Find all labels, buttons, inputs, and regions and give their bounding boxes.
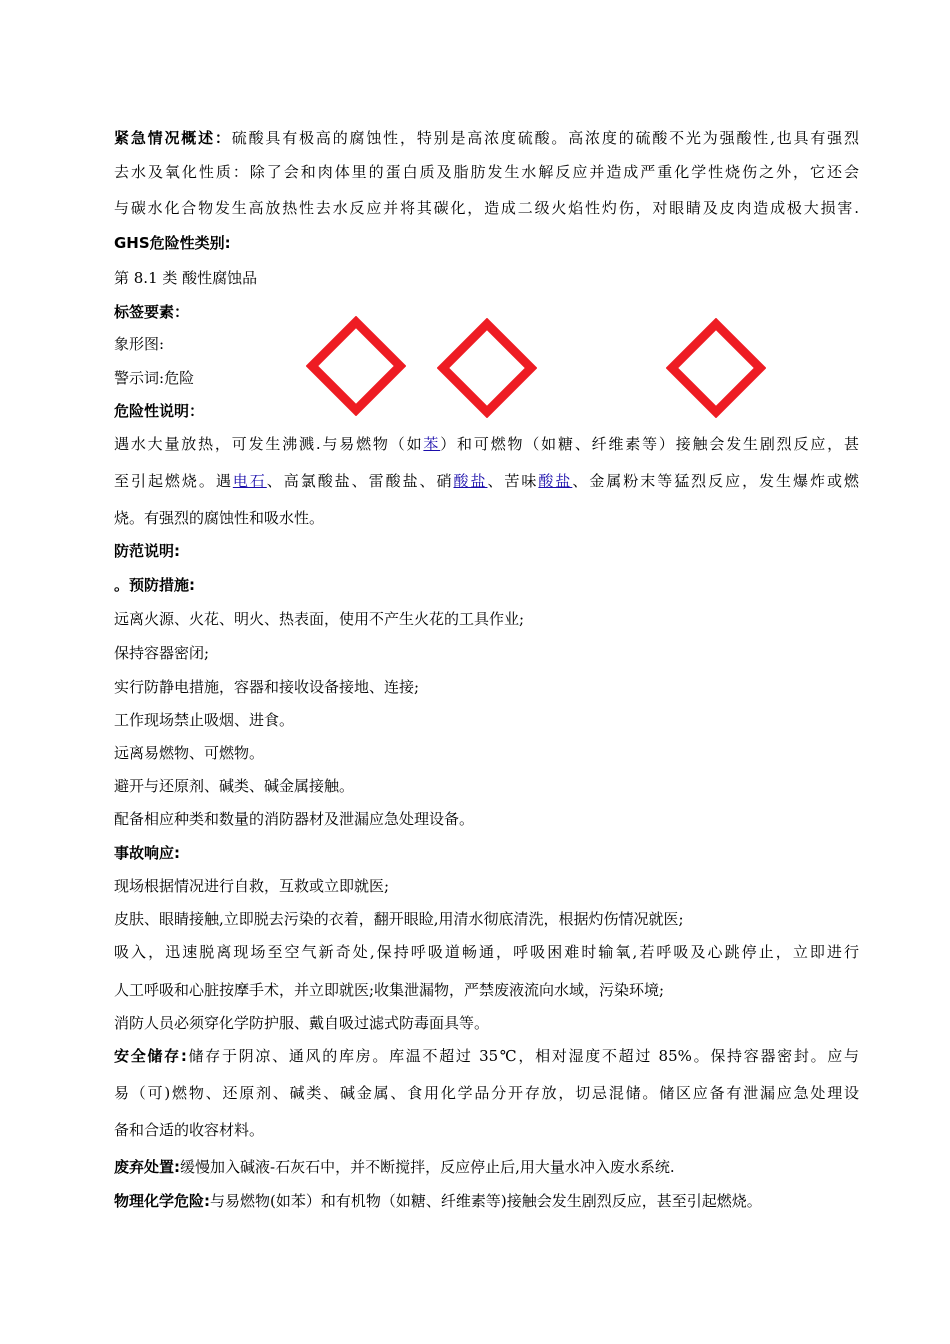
pictogram-label: 象形图: <box>114 335 165 353</box>
precaution-heading: 防范说明: <box>114 542 180 560</box>
ghs-diamond-icon <box>666 318 766 418</box>
response-line: 现场根据情况进行自救，互救或立即就医; <box>114 877 390 895</box>
storage-line-3: 备和合适的收容材料。 <box>114 1121 265 1139</box>
signal-word: 危险 <box>164 369 195 387</box>
prevention-item: 配备相应种类和数量的消防器材及泄漏应急处理设备。 <box>114 810 475 828</box>
link-picrate[interactable]: 酸盐 <box>538 472 573 490</box>
hazard-text: 、金属粉末等猛烈反应，发生爆炸或燃 <box>572 472 859 490</box>
signal-label: 警示词: <box>114 369 165 387</box>
storage-line-2: 易（可)燃物、还原剂、碱类、碱金属、食用化学品分开存放，切忌混储。储区应备有泄漏应急处理设 <box>114 1084 859 1102</box>
ghs-category: 第 8.1 类 酸性腐蚀品 <box>114 269 258 287</box>
emergency-line-1 <box>114 128 859 148</box>
emergency-line-2: 去水及氧化性质：除了会和肉体里的蛋白质及脂肪发生水解反应并造成严重化学性烧伤之外，它还会 <box>114 163 859 181</box>
emergency-line-3: 与碳水化合物发生高放热性去水反应并将其碳化，造成二级火焰性灼伤，对眼睛及皮肉造成极大损害. <box>114 199 859 217</box>
prevention-item: 远离火源、火花、明火、热表面，使用不产生火花的工具作业; <box>114 610 525 628</box>
hazard-line-3: 烧。有强烈的腐蚀性和吸水性。 <box>114 509 325 527</box>
response-heading: 事故响应: <box>114 844 180 862</box>
disposal-text: 缓慢加入碱液-石灰石中，并不断搅拌，反应停止后,用大量水冲入废水系统. <box>180 1158 675 1176</box>
storage-label: 安全储存: <box>114 1047 187 1065</box>
emergency-label: 紧急情况概述： <box>114 129 232 147</box>
response-line: 消防人员必须穿化学防护服、戴自吸过滤式防毒面具等。 <box>114 1014 490 1032</box>
response-line: 人工呼吸和心脏按摩手术，并立即就医;收集泄漏物，严禁废液流向水域，污染环境; <box>114 981 665 999</box>
physchem-label: 物理化学危险: <box>114 1192 210 1210</box>
storage-text: 储存于阴凉、通风的库房。库温不超过 35℃，相对湿度不超过 85%。保持容器密封。应与 <box>186 1047 859 1065</box>
prevention-item: 实行防静电措施，容器和接收设备接地、连接; <box>114 678 420 696</box>
ghs-diamond-icon <box>306 316 406 416</box>
ghs-diamond-icon <box>437 318 537 418</box>
link-nitrate[interactable]: 酸盐 <box>453 472 488 490</box>
signal-line <box>114 368 194 388</box>
hazard-text: 、高氯酸盐、雷酸盐、硝 <box>266 472 454 490</box>
prevention-item: 保持容器密闭; <box>114 644 210 662</box>
hazard-text: 至引起燃烧。遇 <box>114 472 233 490</box>
disposal-line <box>114 1157 675 1177</box>
hazard-line-1 <box>114 434 859 454</box>
prevention-heading: 。预防措施: <box>114 576 195 594</box>
hazard-text: 、苦味 <box>487 472 539 490</box>
disposal-label: 废弃处置: <box>114 1158 180 1176</box>
hazard-text: 遇水大量放热，可发生沸溅.与易燃物（如 <box>114 435 424 453</box>
prevention-item: 远离易燃物、可燃物。 <box>114 744 265 762</box>
ghs-label: GHS危险性类别: <box>114 234 231 252</box>
label-elements-heading: 标签要素： <box>114 303 190 321</box>
hazard-line-2 <box>114 471 859 491</box>
storage-line-1 <box>114 1046 859 1066</box>
physchem-text: 与易燃物(如苯）和有机物（如糖、纤维素等)接触会发生剧烈反应，甚至引起燃烧。 <box>210 1192 762 1210</box>
response-line: 吸入，迅速脱离现场至空气新奇处,保持呼吸道畅通，呼吸困难时输氧,若呼吸及心跳停止，立即进行 <box>114 943 859 961</box>
physchem-line <box>114 1191 762 1211</box>
link-benzene[interactable]: 苯 <box>423 435 441 453</box>
link-calcium-carbide[interactable]: 电石 <box>232 472 267 490</box>
response-line: 皮肤、眼睛接触,立即脱去污染的衣着，翻开眼睑,用清水彻底清洗，根据灼伤情况就医; <box>114 910 684 928</box>
hazard-heading: 危险性说明： <box>114 402 205 420</box>
prevention-item: 避开与还原剂、碱类、碱金属接触。 <box>114 777 355 795</box>
prevention-item: 工作现场禁止吸烟、进食。 <box>114 711 295 729</box>
emergency-text-1: 硫酸具有极高的腐蚀性，特别是高浓度硫酸。高浓度的硫酸不光为强酸性,也具有强烈 <box>231 129 859 147</box>
hazard-text: ）和可燃物（如糖、纤维素等）接触会发生剧烈反应，甚 <box>440 435 859 453</box>
